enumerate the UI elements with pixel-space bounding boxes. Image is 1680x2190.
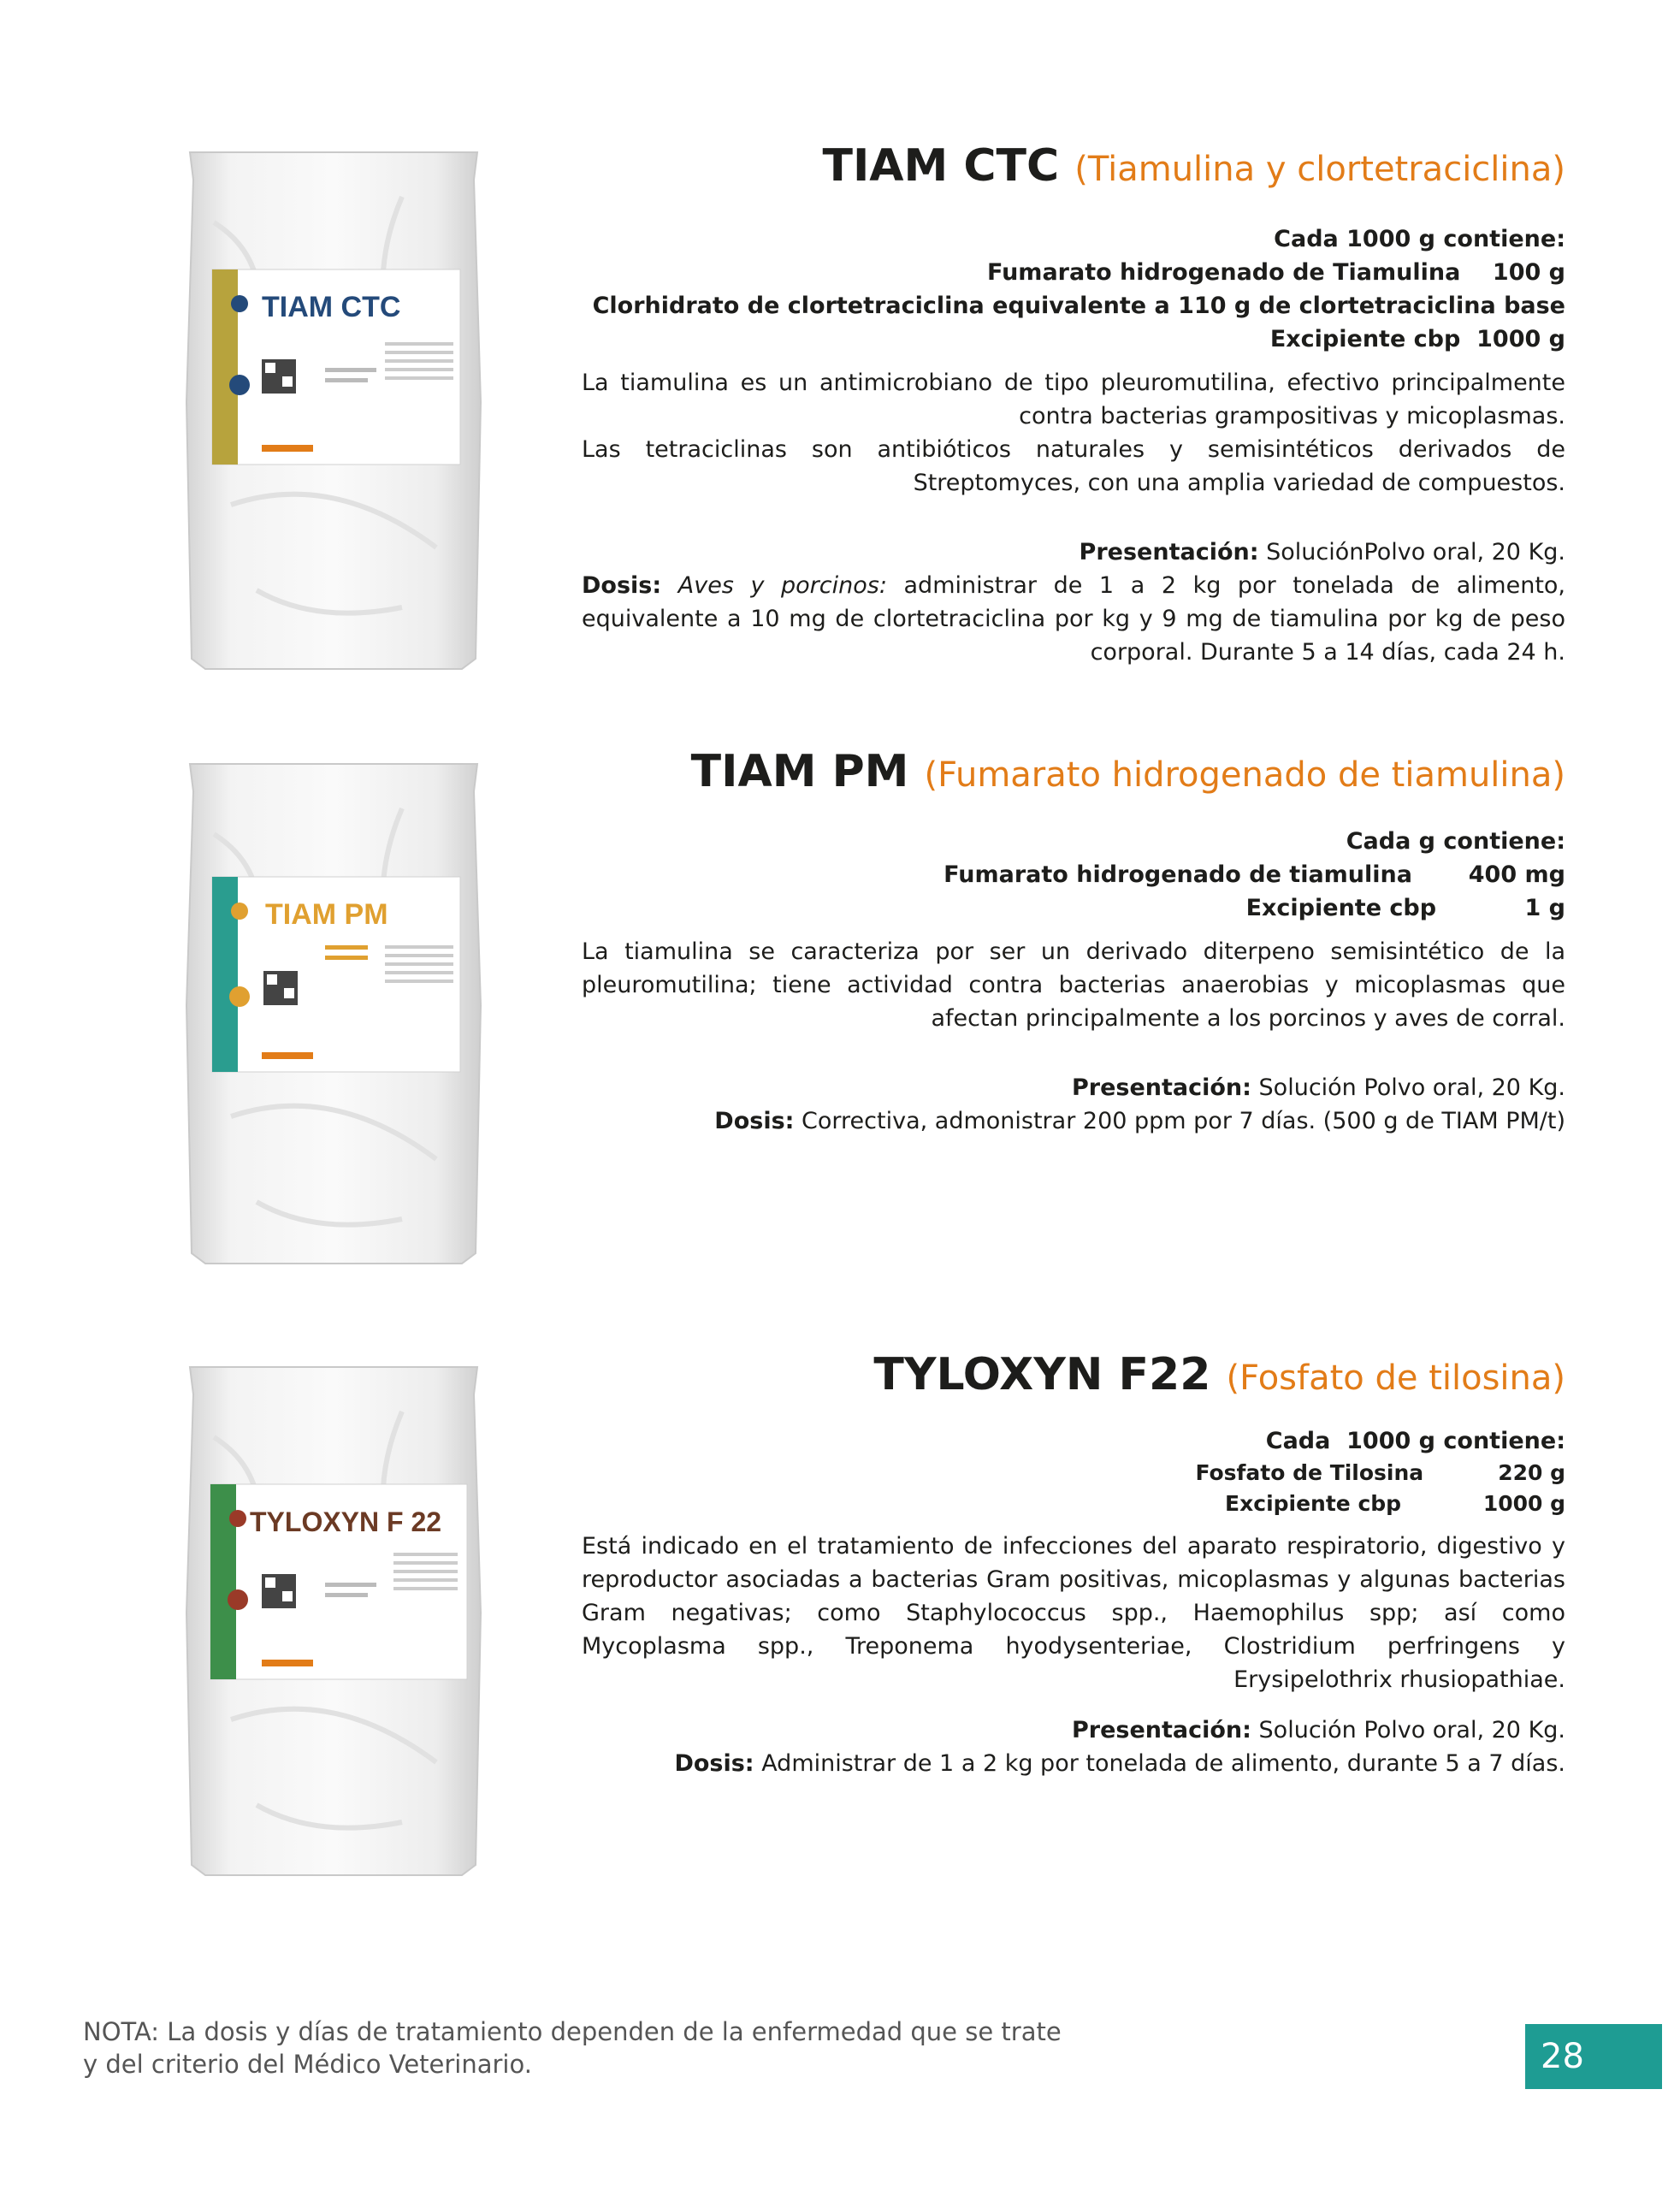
dose-value: Correctiva, admonistrar 200 ppm por 7 días. (500 g de TIAM PM/t) [802, 1108, 1565, 1134]
footer-note-line: NOTA: La dosis y días de tratamiento dependen de la enfermedad que se trate [83, 2017, 1062, 2046]
description [582, 366, 1565, 500]
dose-label: Dosis: [714, 1108, 795, 1134]
dose-line [582, 569, 1565, 669]
product-bag-image [180, 757, 488, 1270]
dose-line [582, 1747, 1565, 1780]
product-title [582, 1347, 1565, 1406]
presentation-line [582, 1071, 1565, 1104]
formula-block [582, 222, 1565, 356]
description [582, 935, 1565, 1035]
formula-line: Fumarato hidrogenado de tiamulina 400 mg [944, 861, 1565, 888]
product-name: TIAM PM [690, 746, 909, 797]
description-paragraph: Las tetraciclinas son antibióticos naturales y semisintéticos derivados de Streptomyces, con una amplia variedad de compuestos. [582, 436, 1565, 496]
dose-line [582, 1104, 1565, 1138]
presentation-line [582, 1714, 1565, 1747]
presentation-value: SoluciónPolvo oral, 20 Kg. [1266, 539, 1565, 565]
dose-value: Administrar de 1 a 2 kg por tonelada de alimento, durante 5 a 7 días. [761, 1750, 1565, 1777]
dose-label: Dosis: [582, 572, 662, 599]
product-subtitle: (Fumarato hidrogenado de tiamulina) [924, 755, 1565, 795]
bag-illustration [180, 145, 488, 676]
page-number: 28 [1525, 2024, 1662, 2089]
presentation-label: Presentación: [1071, 1074, 1251, 1101]
dose-value: administrar de 1 a 2 kg por tonelada de alimento, equivalente a 10 mg de clortetraciclina por kg y 9 mg de tiamulina por kg de peso corporal. Durante 5 a 14 días, cada 24 h. [582, 572, 1566, 666]
product-bag-image [180, 1360, 488, 1882]
description [582, 1530, 1565, 1696]
formula-line: Excipiente cbp 1000 g [1269, 326, 1565, 352]
description-paragraph: La tiamulina se caracteriza por ser un derivado diterpeno semisintético de la pleuromutilina; tiene actividad contra bacterias anaerobias y micoplasmas que afectan principalmente a los porcinos y aves de corral. [582, 938, 1565, 1032]
label-brand-text: TYLOXYN F 22 [250, 1506, 442, 1537]
usage-info [582, 536, 1565, 669]
description-paragraph: Está indicado en el tratamiento de infecciones del aparato respiratorio, digestivo y reproductor asociadas a bacterias Gram positivas, micoplasmas y algunas bacterias Gram negativas; como Staphylococcus spp., Haemophilus spp; así como Mycoplasma spp., Treponema hyodysenteriae, Clostridium perfringens y Erysipelothrix rhusiopathiae. [582, 1533, 1565, 1693]
product-bag-image [180, 145, 488, 676]
presentation-value: Solución Polvo oral, 20 Kg. [1258, 1074, 1565, 1101]
presentation-label: Presentación: [1071, 1717, 1251, 1743]
presentation-value: Solución Polvo oral, 20 Kg. [1258, 1717, 1565, 1743]
usage-info [582, 1071, 1565, 1138]
presentation-line [582, 536, 1565, 569]
product-name: TIAM CTC [822, 140, 1060, 192]
formula-line: Fumarato hidrogenado de Tiamulina 100 g [986, 259, 1565, 286]
product-subtitle: (Tiamulina y clortetraciclina) [1074, 150, 1565, 189]
formula-line: Cada 1000 g contiene: [1274, 226, 1565, 252]
dose-label: Dosis: [674, 1750, 754, 1777]
formula-line: Excipiente cbp 1 g [1245, 895, 1565, 921]
description-paragraph: La tiamulina es un antimicrobiano de tipo pleuromutilina, efectivo principalmente contra bacterias grampositivas y micoplasmas. [582, 370, 1565, 429]
product-subtitle: (Fosfato de tilosina) [1226, 1358, 1565, 1398]
formula-line: Fosfato de Tilosina 220 g [1195, 1460, 1565, 1485]
presentation-label: Presentación: [1079, 539, 1259, 565]
label-brand-text: TIAM PM [265, 898, 388, 931]
footer-note [83, 2015, 1195, 2080]
bag-illustration [180, 1360, 488, 1882]
footer-note-line: y del criterio del Médico Veterinario. [83, 2050, 532, 2079]
formula-block [582, 1424, 1565, 1519]
bag-illustration [180, 757, 488, 1270]
formula-block [582, 825, 1565, 925]
product-title [582, 744, 1565, 802]
product-name: TYLOXYN F22 [873, 1349, 1211, 1400]
label-brand-text: TIAM CTC [262, 291, 401, 323]
formula-line: Excipiente cbp 1000 g [1225, 1491, 1565, 1516]
formula-line: Cada 1000 g contiene: [1265, 1428, 1565, 1454]
dose-species: Aves y porcinos: [677, 572, 887, 599]
usage-info [582, 1714, 1565, 1780]
formula-line: Clorhidrato de clortetraciclina equivalente a 110 g de clortetraciclina base [592, 293, 1565, 319]
product-title [582, 139, 1565, 197]
formula-line: Cada g contiene: [1346, 828, 1565, 855]
